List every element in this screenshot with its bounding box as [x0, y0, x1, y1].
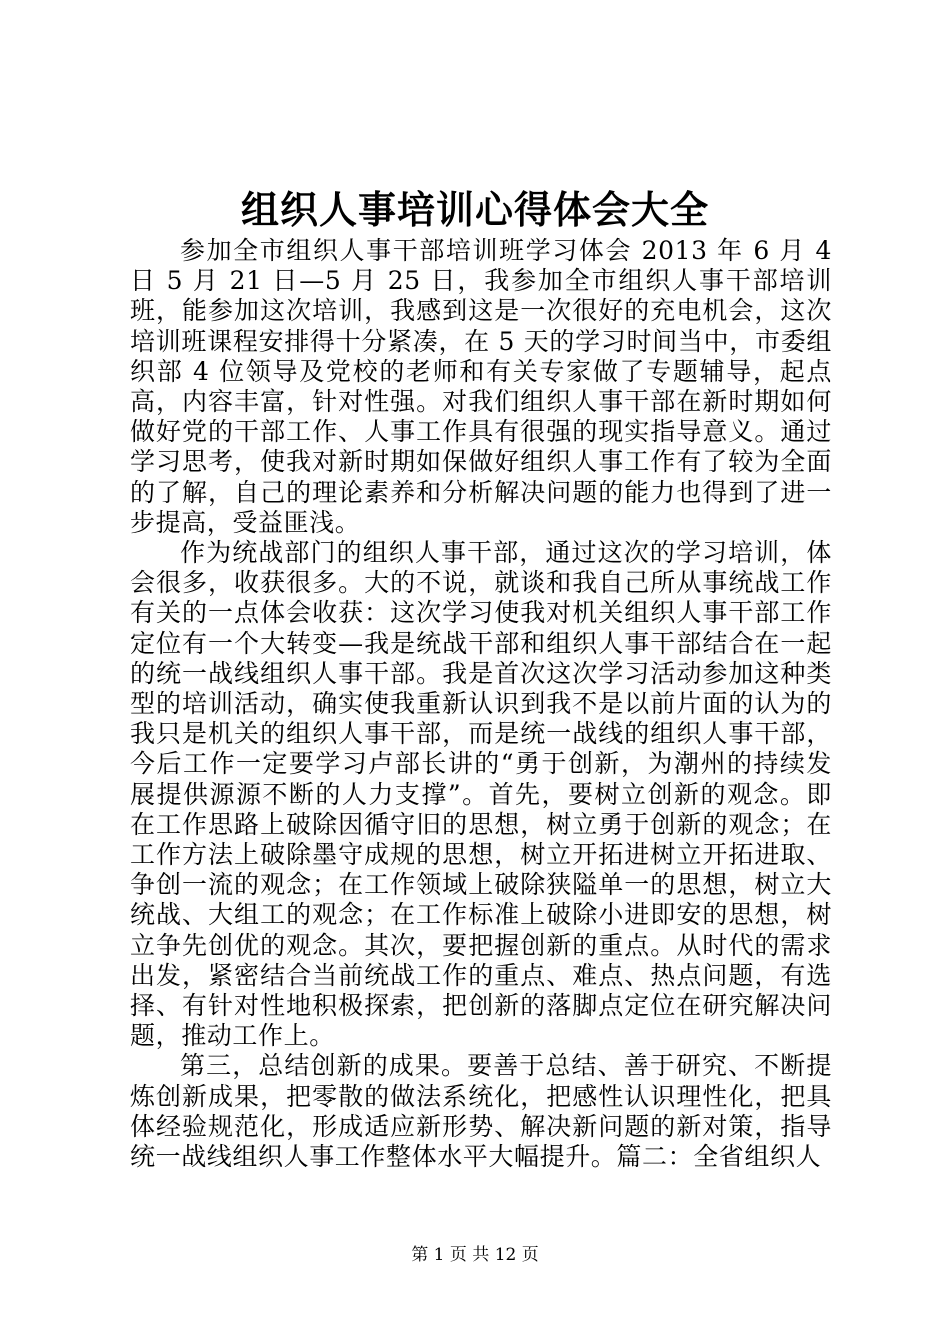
paragraph-3: 第三，总结创新的成果。要善于总结、善于研究、不断提炼创新成果，把零散的做法系统化，把感性认识理性化，把具体经验规范化，形成适应新形势、解决新问题的新对策，指导统一战线组织人事工作整体水平大幅提升。篇二：全省组织人	[130, 1051, 832, 1172]
page-footer: 第 1 页 共 12 页	[411, 1245, 539, 1265]
paragraph-1: 参加全市组织人事干部培训班学习体会 2013 年 6 月 4 日 5 月 21 日—5 月 25 日，我参加全市组织人事干部培训班，能参加这次培训，我感到这是一次很好的充电机会，这次培训班课程安排得十分紧凑，在 5 天的学习时间当中，市委组织部 4 位领导及党校的老师和有关专家做了专题辅导，起点高，内容丰富，针对性强。对我们组织人事干部在新时期如何做好党的干部工作、人事工作具有很强的现实指导意义。通过学习思考，使我对新时期如保做好组织人事工作有了较为全面的了解，自己的理论素养和分析解决问题的能力也得到了进一步提高，受益匪浅。	[130, 236, 832, 537]
paragraph-2: 作为统战部门的组织人事干部，通过这次的学习培训，体会很多，收获很多。大的不说，就谈和我自己所从事统战工作有关的一点体会收获：这次学习使我对机关组织人事干部工作定位有一个大转变—我是统战干部和组织人事干部结合在一起的统一战线组织人事干部。我是首次这次学习活动参加这种类型的培训活动，确实使我重新认识到我不是以前片面的认为的我只是机关的组织人事干部，而是统一战线的组织人事干部，今后工作一定要学习卢部长讲的“勇于创新，为潮州的持续发展提供源源不断的人力支撑”。首先，要树立创新的观念。即在工作思路上破除因循守旧的思想，树立勇于创新的观念；在工作方法上破除墨守成规的思想，树立开拓进树立开拓进取、争创一流的观念；在工作领域上破除狭隘单一的思想，树立大统战、大组工的观念；在工作标准上破除小进即安的思想，树立争先创优的观念。其次，要把握创新的重点。从时代的需求出发，紧密结合当前统战工作的重点、难点、热点问题，有选择、有针对性地积极探索，把创新的落脚点定位在研究解决问题，推动工作上。	[130, 538, 832, 1051]
document-body	[130, 236, 832, 1172]
page-title: 组织人事培训心得体会大全	[240, 187, 709, 232]
